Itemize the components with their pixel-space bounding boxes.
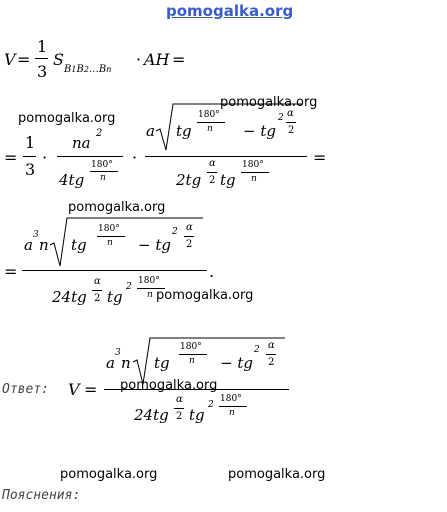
watermark-top[interactable]: pomogalka.org — [166, 2, 294, 20]
fraction-denominator: 3 — [37, 62, 48, 81]
alpha: α — [176, 394, 183, 405]
alpha: α — [268, 340, 275, 351]
subscript: B1B2…Bn — [64, 64, 112, 75]
alpha: α — [209, 158, 216, 169]
n: n — [121, 354, 131, 372]
small-fraction-num: 180° — [180, 342, 202, 352]
small-fraction-num: 180° — [91, 160, 113, 170]
alpha: α — [186, 222, 193, 233]
numerator-coefficient: a — [106, 354, 115, 372]
fraction-denominator: 3 — [25, 160, 36, 179]
exponent: 3 — [115, 348, 121, 358]
fraction-numerator: 1 — [37, 37, 48, 56]
watermark[interactable]: pomogalka.org — [228, 467, 326, 482]
watermark[interactable]: pomogalka.org — [120, 378, 218, 393]
small-fraction-den: n — [207, 124, 213, 134]
multiply-dot: · — [136, 50, 142, 69]
alpha: α — [94, 276, 101, 287]
two: 2 — [176, 411, 183, 422]
exponent: 2 — [172, 227, 178, 237]
exponent: 2 — [254, 345, 260, 355]
small-fraction-den: n — [189, 356, 195, 366]
exponent: 3 — [33, 230, 39, 240]
watermark[interactable]: pomogalka.org — [220, 95, 318, 110]
tg: tg — [220, 171, 236, 189]
small-fraction-num: 180° — [98, 224, 120, 234]
denominator: 24tg — [52, 288, 87, 306]
two: 2 — [186, 239, 193, 250]
small-fraction-num: 180° — [242, 160, 264, 170]
tg: tg — [71, 236, 87, 254]
explanation-label: Пояснения: — [2, 488, 81, 503]
denominator: 24tg — [134, 406, 169, 424]
small-fraction-bar — [174, 408, 184, 409]
area-symbol: S — [53, 50, 64, 69]
small-fraction-bar — [179, 354, 207, 355]
equals-sign: = — [84, 380, 98, 399]
two: 2 — [288, 125, 295, 136]
small-fraction-den: n — [107, 238, 113, 248]
period: . — [209, 262, 215, 281]
equals-sign: = — [172, 50, 186, 69]
tg: tg — [107, 288, 123, 306]
numerator: na — [72, 134, 91, 152]
watermark[interactable]: pomogalka.org — [18, 111, 116, 126]
watermark[interactable]: pomogalka.org — [68, 200, 166, 215]
two: 2 — [94, 293, 101, 304]
two: 2 — [209, 175, 216, 186]
small-fraction-den: n — [147, 290, 153, 300]
alpha: α — [287, 108, 294, 119]
volume-symbol: V — [4, 50, 16, 69]
small-fraction-num: 180° — [138, 276, 160, 286]
equals-sign: = — [17, 50, 31, 69]
numerator-coefficient: a — [146, 122, 155, 140]
minus-tg: − tg — [243, 122, 276, 140]
denominator: 2tg — [176, 171, 202, 189]
exponent: 2 — [278, 113, 284, 123]
n: n — [39, 236, 49, 254]
small-fraction-num: 180° — [220, 394, 242, 404]
tg: tg — [176, 122, 192, 140]
two: 2 — [268, 357, 275, 368]
equals-sign: = — [4, 262, 18, 281]
numerator-coefficient: a — [24, 236, 33, 254]
minus-tg: − tg — [220, 354, 253, 372]
small-fraction-bar — [219, 406, 247, 407]
small-fraction-bar — [266, 354, 276, 355]
tg: tg — [189, 406, 205, 424]
exponent: 2 — [126, 282, 132, 292]
small-fraction-num: 180° — [198, 110, 220, 120]
multiply-dot: · — [132, 148, 138, 167]
denominator: 4tg — [59, 171, 85, 189]
tg: tg — [154, 354, 170, 372]
multiply-dot: · — [42, 148, 48, 167]
fraction-numerator: 1 — [25, 133, 36, 152]
small-fraction-den: n — [251, 174, 257, 184]
watermark[interactable]: pomogalka.org — [60, 467, 158, 482]
exponent: 2 — [208, 400, 214, 410]
height-symbol: AH — [144, 50, 170, 69]
exponent: 2 — [96, 128, 103, 139]
watermark[interactable]: pomogalka.org — [156, 288, 254, 303]
equals-sign: = — [4, 148, 18, 167]
equals-sign: = — [313, 148, 327, 167]
answer-label: Ответ: — [2, 382, 49, 397]
small-fraction-den: n — [100, 173, 106, 183]
minus-tg: − tg — [138, 236, 171, 254]
volume-symbol: V — [68, 380, 80, 399]
small-fraction-den: n — [229, 408, 235, 418]
